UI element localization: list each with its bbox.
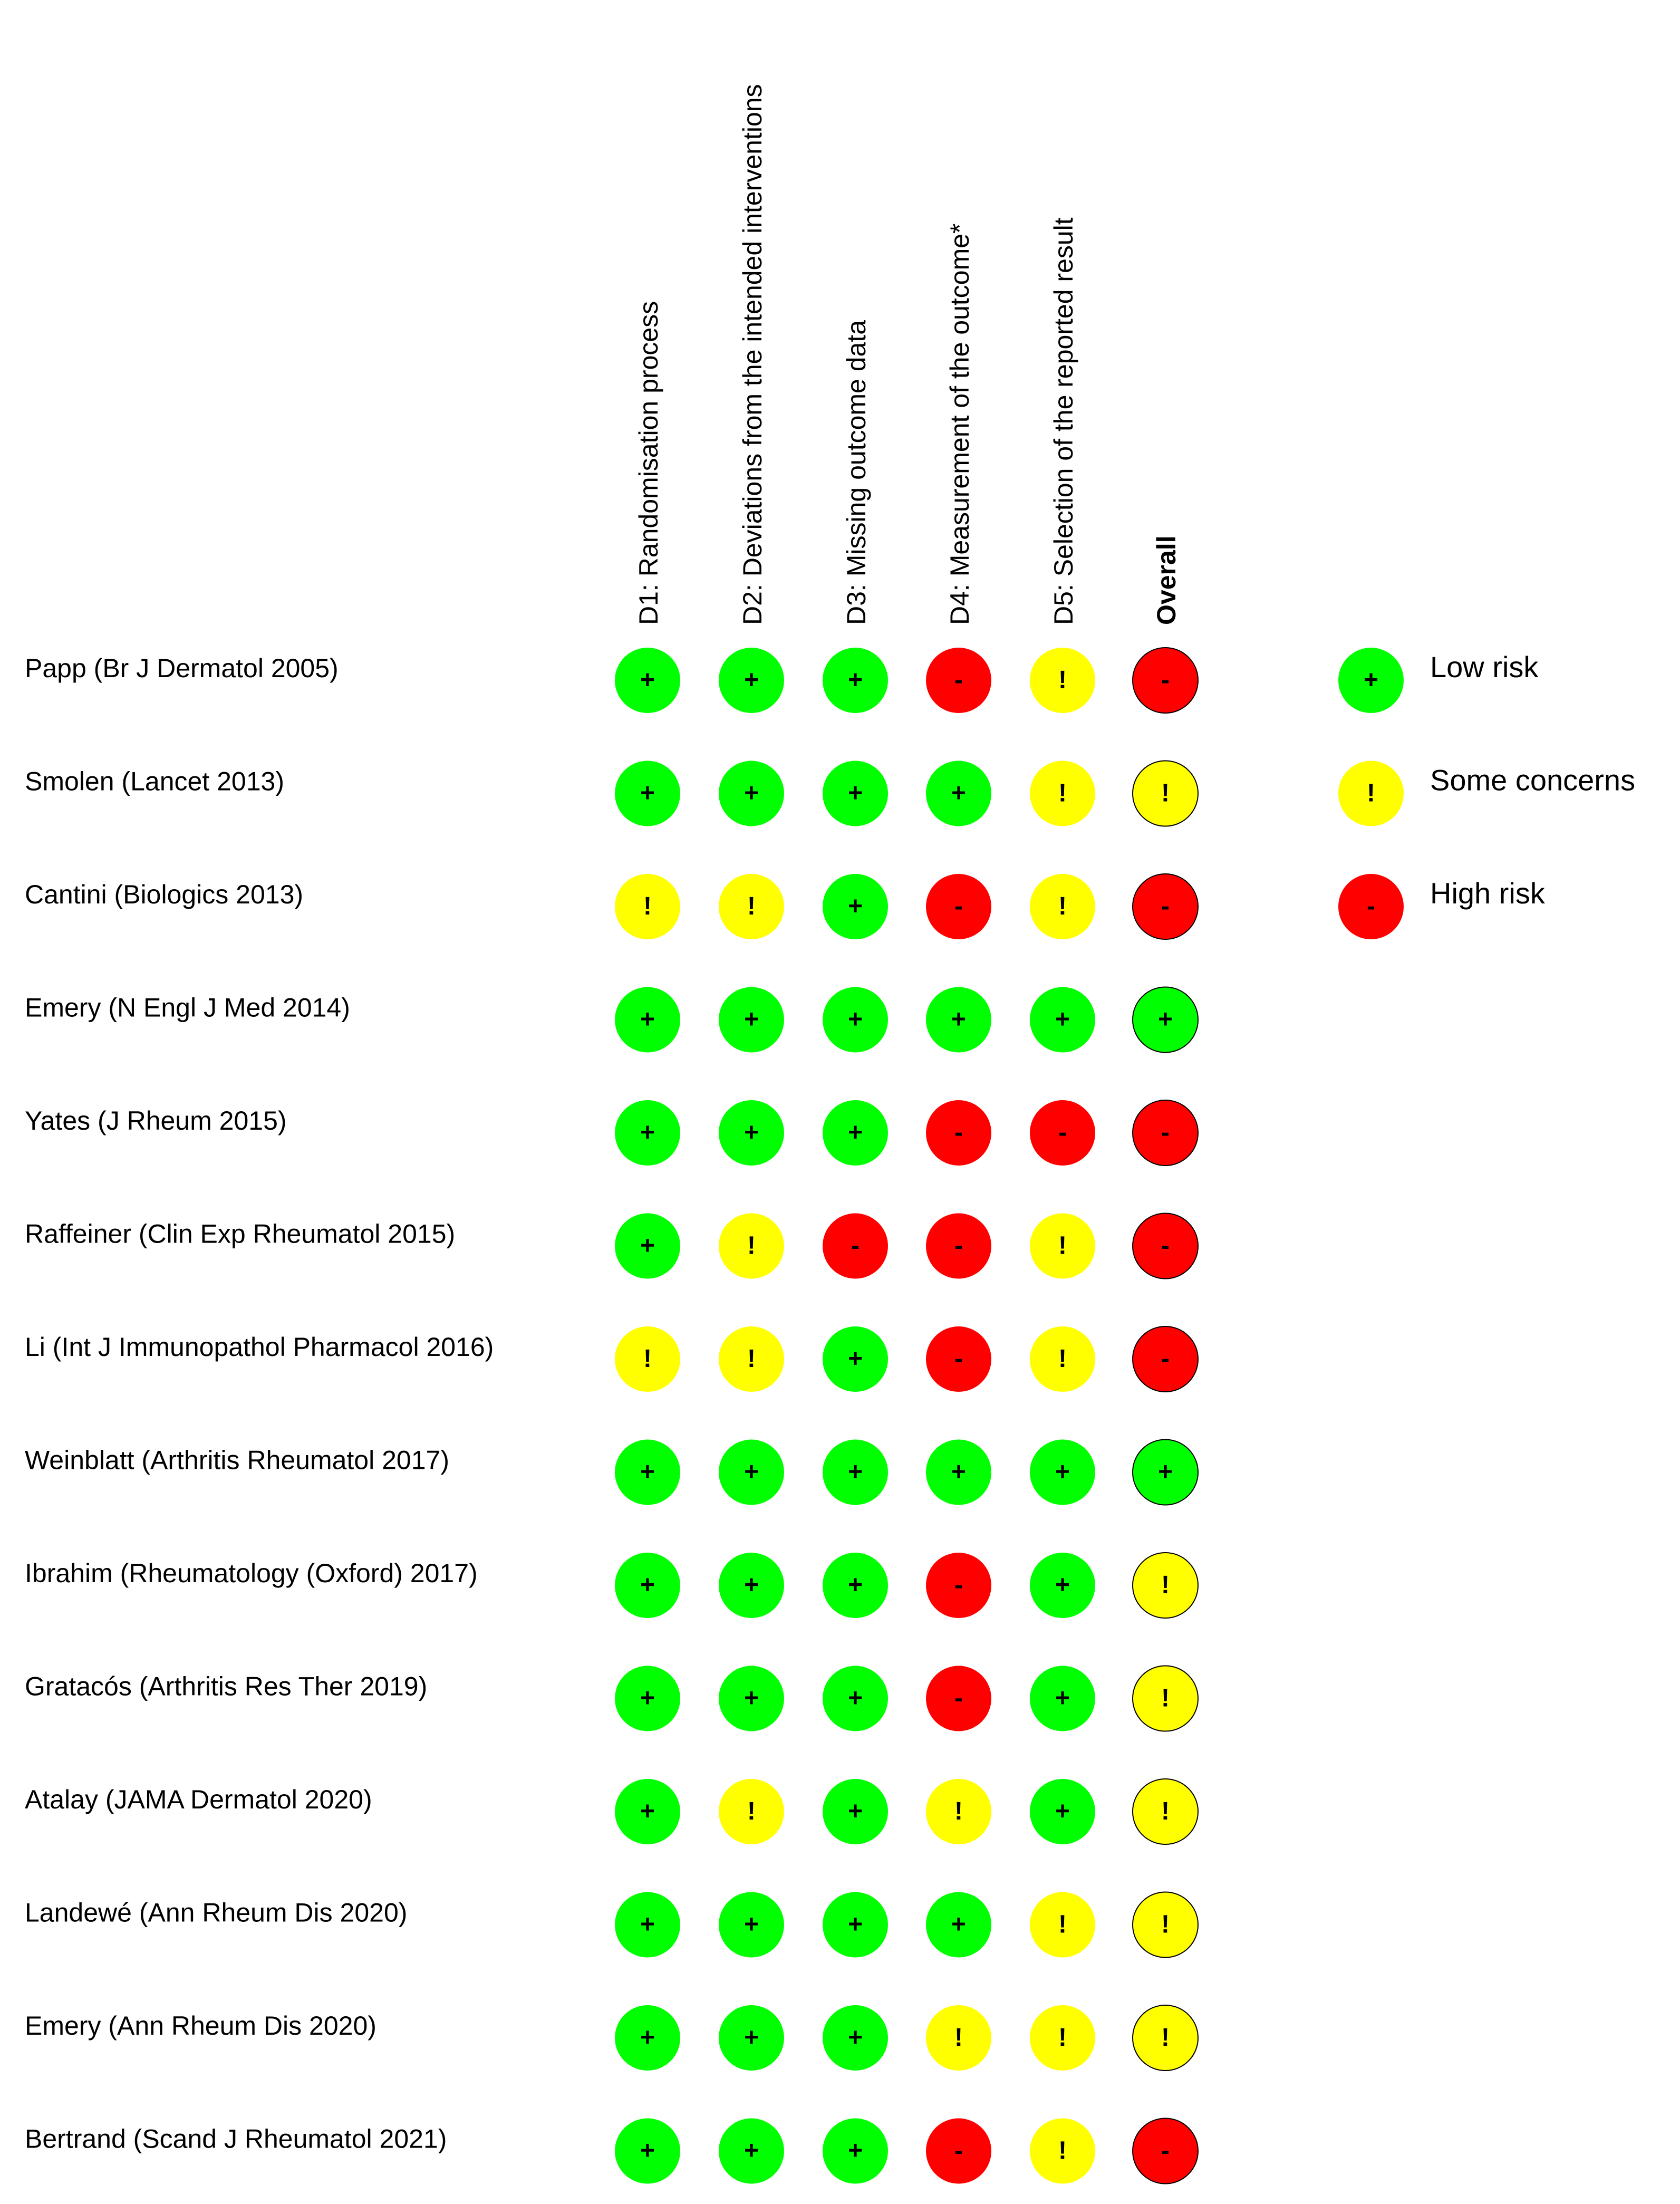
domain-marker (1030, 987, 1095, 1053)
domain-marker-symbol: + (640, 1231, 655, 1260)
overall-marker-symbol: - (1161, 2136, 1170, 2165)
domain-marker-symbol: + (640, 2136, 655, 2165)
domain-marker (823, 1779, 888, 1844)
domain-marker-symbol: ! (954, 2024, 963, 2052)
overall-marker (1133, 987, 1198, 1053)
domain-marker-symbol: ! (1058, 1231, 1067, 1260)
domain-marker (719, 1779, 784, 1844)
domain-marker (926, 761, 991, 826)
overall-marker (1133, 1553, 1198, 1618)
domain-marker (926, 1214, 991, 1279)
domain-marker (615, 1214, 680, 1279)
domain-marker-symbol: + (640, 2024, 655, 2052)
domain-marker-symbol: + (847, 1345, 863, 1373)
domain-marker (823, 648, 888, 713)
domain-marker-symbol: + (951, 1005, 967, 1034)
domain-marker (719, 1440, 784, 1505)
overall-marker (1133, 2119, 1198, 2184)
overall-marker-symbol: - (1161, 1119, 1170, 1147)
overall-marker-symbol: + (1157, 1005, 1173, 1034)
domain-marker-symbol: ! (1058, 779, 1067, 807)
domain-marker (615, 648, 680, 713)
domain-marker (1030, 874, 1095, 939)
domain-marker (719, 2119, 784, 2184)
domain-marker-symbol: - (851, 1231, 860, 1260)
study-label: Yates (J Rheum 2015) (25, 1106, 287, 1135)
domain-marker-symbol: ! (1058, 1910, 1067, 1939)
domain-marker (615, 1100, 680, 1166)
domain-marker-symbol: + (951, 1458, 967, 1486)
domain-marker (823, 987, 888, 1053)
domain-marker-symbol: + (744, 1571, 759, 1599)
domain-marker (926, 648, 991, 713)
domain-marker-symbol: - (954, 1684, 963, 1712)
domain-marker-symbol: + (847, 2136, 863, 2165)
domain-marker (719, 1666, 784, 1731)
domain-marker (719, 874, 784, 939)
domain-marker (615, 1553, 680, 1618)
domain-marker-symbol: - (954, 1231, 963, 1260)
domain-marker-symbol: + (847, 1797, 863, 1825)
domain-marker (926, 1892, 991, 1958)
overall-marker (1133, 2005, 1198, 2071)
legend-marker-high-symbol: - (1367, 892, 1375, 920)
legend-label-low: Low risk (1430, 650, 1539, 684)
legend-marker-low-symbol: + (1363, 666, 1379, 694)
overall-marker (1133, 1779, 1198, 1844)
domain-marker-symbol: + (744, 1684, 759, 1712)
domain-marker-symbol: + (640, 1910, 655, 1939)
domain-marker-symbol: ! (747, 892, 756, 920)
domain-marker-symbol: + (1055, 1458, 1070, 1486)
domain-marker-symbol: - (954, 1345, 963, 1373)
domain-marker (926, 1326, 991, 1392)
column-header-d5: D5: Selection of the reported result (1049, 217, 1078, 625)
overall-marker (1133, 1214, 1198, 1279)
domain-marker (823, 874, 888, 939)
study-label: Ibrahim (Rheumatology (Oxford) 2017) (25, 1558, 478, 1588)
domain-marker-symbol: + (744, 1119, 759, 1147)
domain-marker (719, 761, 784, 826)
overall-marker-symbol: - (1161, 1345, 1170, 1373)
study-label: Smolen (Lancet 2013) (25, 766, 284, 796)
study-label: Cantini (Biologics 2013) (25, 880, 304, 909)
domain-marker-symbol: - (1058, 1119, 1067, 1147)
domain-marker (926, 987, 991, 1053)
overall-marker (1133, 648, 1198, 713)
column-header-d4: D4: Measurement of the outcome* (945, 223, 974, 625)
domain-marker (1030, 648, 1095, 713)
domain-marker-symbol: + (640, 1005, 655, 1034)
domain-marker-symbol: ! (1058, 2136, 1067, 2165)
domain-marker-symbol: + (1055, 1571, 1070, 1599)
column-header-overall: Overall (1152, 535, 1181, 625)
domain-marker-symbol: + (640, 1458, 655, 1486)
overall-marker-symbol: ! (1161, 1910, 1170, 1939)
domain-marker (1030, 1100, 1095, 1166)
domain-marker (823, 1440, 888, 1505)
domain-marker (1030, 761, 1095, 826)
domain-marker (823, 1666, 888, 1731)
domain-marker (1030, 2119, 1095, 2184)
domain-marker-symbol: + (951, 779, 967, 807)
domain-marker-symbol: + (744, 2024, 759, 2052)
domain-marker (1030, 1892, 1095, 1958)
domain-marker (926, 1779, 991, 1844)
domain-marker-symbol: + (847, 1458, 863, 1486)
overall-marker-symbol: ! (1161, 779, 1170, 807)
legend-label-some: Some concerns (1430, 763, 1636, 797)
legend-marker-low (1338, 648, 1404, 713)
study-label: Li (Int J Immunopathol Pharmacol 2016) (25, 1332, 494, 1362)
domain-marker-symbol: ! (643, 892, 652, 920)
domain-marker-symbol: - (954, 1571, 963, 1599)
domain-marker (1030, 1779, 1095, 1844)
overall-marker (1133, 761, 1198, 826)
domain-marker (926, 1440, 991, 1505)
study-label: Weinblatt (Arthritis Rheumatol 2017) (25, 1445, 449, 1475)
domain-marker (823, 1214, 888, 1279)
domain-marker-symbol: + (847, 892, 863, 920)
domain-marker (719, 1892, 784, 1958)
domain-marker-symbol: - (954, 666, 963, 694)
domain-marker-symbol: + (744, 2136, 759, 2165)
domain-marker (823, 2005, 888, 2071)
study-label: Raffeiner (Clin Exp Rheumatol 2015) (25, 1219, 456, 1249)
domain-marker-symbol: + (744, 666, 759, 694)
domain-marker-symbol: + (640, 1797, 655, 1825)
domain-marker (1030, 2005, 1095, 2071)
study-label: Emery (N Engl J Med 2014) (25, 993, 350, 1023)
overall-marker-symbol: ! (1161, 1571, 1170, 1599)
domain-marker-symbol: + (1055, 1797, 1070, 1825)
overall-marker-symbol: ! (1161, 1797, 1170, 1825)
domain-marker (823, 1100, 888, 1166)
domain-marker-symbol: - (954, 892, 963, 920)
domain-marker (719, 1100, 784, 1166)
domain-marker-symbol: + (744, 779, 759, 807)
legend-marker-some-symbol: ! (1367, 779, 1375, 807)
domain-marker-symbol: + (951, 1910, 967, 1939)
domain-marker-symbol: ! (1058, 666, 1067, 694)
domain-marker (1030, 1666, 1095, 1731)
domain-marker (926, 874, 991, 939)
overall-marker-symbol: ! (1161, 1684, 1170, 1712)
domain-marker-symbol: ! (1058, 2024, 1067, 2052)
domain-marker (823, 2119, 888, 2184)
study-label: Atalay (JAMA Dermatol 2020) (25, 1785, 372, 1814)
study-label: Gratacós (Arthritis Res Ther 2019) (25, 1671, 428, 1701)
domain-marker (719, 1553, 784, 1618)
domain-marker-symbol: + (847, 666, 863, 694)
domain-marker (615, 1440, 680, 1505)
column-header-d2: D2: Deviations from the intended interventions (738, 84, 767, 625)
overall-marker (1133, 1892, 1198, 1958)
overall-marker-symbol: - (1161, 666, 1170, 694)
overall-marker (1133, 874, 1198, 939)
domain-marker-symbol: + (744, 1005, 759, 1034)
domain-marker (926, 1666, 991, 1731)
domain-marker (615, 987, 680, 1053)
domain-marker (615, 1326, 680, 1392)
overall-marker-symbol: + (1157, 1458, 1173, 1486)
domain-marker-symbol: - (954, 1119, 963, 1147)
overall-marker (1133, 1100, 1198, 1166)
overall-marker-symbol: ! (1161, 2024, 1170, 2052)
domain-marker (823, 1892, 888, 1958)
domain-marker-symbol: + (847, 1119, 863, 1147)
domain-marker (615, 874, 680, 939)
domain-marker-symbol: ! (747, 1797, 756, 1825)
domain-marker-symbol: + (847, 1571, 863, 1599)
domain-marker (926, 1100, 991, 1166)
legend-marker-high (1338, 874, 1404, 939)
domain-marker-symbol: + (847, 1005, 863, 1034)
domain-marker (615, 1666, 680, 1731)
domain-marker-symbol: + (640, 1119, 655, 1147)
domain-marker-symbol: ! (1058, 892, 1067, 920)
domain-marker-symbol: + (847, 1910, 863, 1939)
domain-marker-symbol: + (640, 1684, 655, 1712)
study-label: Landewé (Ann Rheum Dis 2020) (25, 1898, 408, 1928)
domain-marker-symbol: ! (1058, 1345, 1067, 1373)
column-header-d3: D3: Missing outcome data (842, 320, 871, 625)
domain-marker (719, 2005, 784, 2071)
domain-marker-symbol: + (847, 2024, 863, 2052)
domain-marker (823, 761, 888, 826)
study-label: Emery (Ann Rheum Dis 2020) (25, 2011, 376, 2041)
domain-marker-symbol: ! (747, 1231, 756, 1260)
domain-marker (1030, 1553, 1095, 1618)
study-label: Papp (Br J Dermatol 2005) (25, 653, 339, 683)
overall-marker (1133, 1326, 1198, 1392)
domain-marker-symbol: - (954, 2136, 963, 2165)
domain-marker-symbol: + (847, 779, 863, 807)
domain-marker (926, 2119, 991, 2184)
domain-marker-symbol: + (640, 666, 655, 694)
domain-marker (615, 2005, 680, 2071)
domain-marker-symbol: + (744, 1458, 759, 1486)
overall-marker (1133, 1440, 1198, 1505)
domain-marker (1030, 1214, 1095, 1279)
domain-marker-symbol: + (640, 779, 655, 807)
overall-marker-symbol: - (1161, 892, 1170, 920)
domain-marker-symbol: + (1055, 1005, 1070, 1034)
domain-marker (719, 987, 784, 1053)
domain-marker (823, 1553, 888, 1618)
column-header-d1: D1: Randomisation process (634, 301, 663, 625)
domain-marker (1030, 1326, 1095, 1392)
study-label: Bertrand (Scand J Rheumatol 2021) (25, 2124, 447, 2154)
domain-marker-symbol: ! (643, 1345, 652, 1373)
legend-label-high: High risk (1430, 877, 1545, 910)
domain-marker (615, 761, 680, 826)
domain-marker (719, 1214, 784, 1279)
domain-marker-symbol: + (847, 1684, 863, 1712)
legend-marker-some (1338, 761, 1404, 826)
domain-marker (1030, 1440, 1095, 1505)
overall-marker (1133, 1666, 1198, 1731)
domain-marker-symbol: + (640, 1571, 655, 1599)
domain-marker-symbol: + (744, 1910, 759, 1939)
domain-marker-symbol: ! (747, 1345, 756, 1373)
domain-marker-symbol: ! (954, 1797, 963, 1825)
domain-marker (719, 1326, 784, 1392)
domain-marker (823, 1326, 888, 1392)
domain-marker (719, 648, 784, 713)
domain-marker (926, 1553, 991, 1618)
domain-marker (615, 1892, 680, 1958)
domain-marker (615, 2119, 680, 2184)
domain-marker-symbol: + (1055, 1684, 1070, 1712)
overall-marker-symbol: - (1161, 1231, 1170, 1260)
domain-marker (926, 2005, 991, 2071)
domain-marker (615, 1779, 680, 1844)
